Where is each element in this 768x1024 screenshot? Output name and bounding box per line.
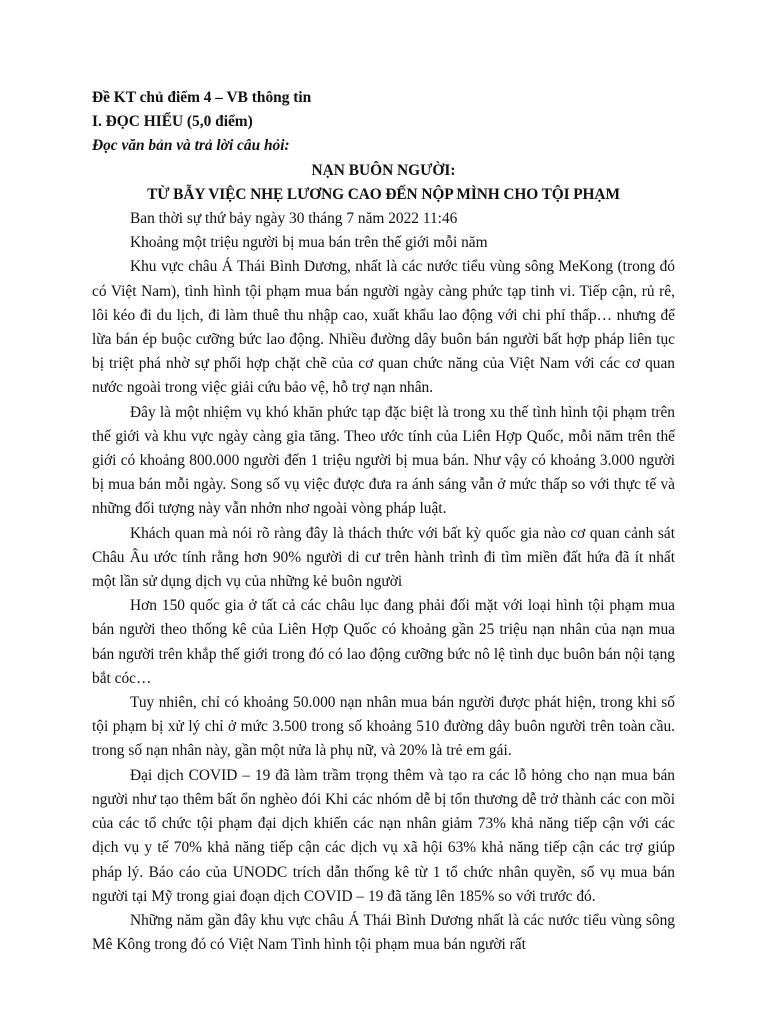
paragraph: Đây là một nhiệm vụ khó khăn phức tạp đặc biệt là trong xu thế tình hình tội phạm trên thế giới và khu vực ngày càng gia tăng. Theo ước tính của Liên Hợp Quốc, mỗi năm trên thế giới có khoảng 800.000 người đến 1 triệu người bị mua bán. Như vậy có khoảng 3.000 người bị mua bán mỗi ngày. Song số vụ việc được đưa ra ánh sáng vẫn ở mức thấp so với thực tế và những đối tượng này vẫn nhởn nhơ ngoài vòng pháp luật. [92,403,675,518]
article-byline: Ban thời sự thứ bảy ngày 30 tháng 7 năm 2022 11:46 [130,210,458,228]
document-page [92,86,675,957]
instruction: Đọc văn bản và trả lời câu hỏi: [92,137,290,155]
paragraph: Khu vực châu Á Thái Bình Dương, nhất là các nước tiểu vùng sông MeKong (trong đó có Việt Nam), tình hình tội phạm mua bán người ngày càng phức tạp tinh vi. Tiếp cận, rủ rê, lôi kéo đi du lịch, đi làm thuê thu nhập cao, xuất khẩu lao động với chi phí thấp… nhưng để lừa bán ép buộc cưỡng bức lao động. Nhiều đường dây buôn bán người bất hợp pháp liên tục bị triệt phá nhờ sự phối hợp chặt chẽ của cơ quan chức năng của Việt Nam với các cơ quan nước ngoài trong việc giải cứu bảo vệ, hỗ trợ nạn nhân. [92,258,675,397]
section-heading: I. ĐỌC HIỂU (5,0 điểm) [92,113,253,131]
exam-title: Đề KT chủ điểm 4 – VB thông tin [92,89,312,106]
paragraph: Tuy nhiên, chỉ có khoảng 50.000 nạn nhân mua bán người được phát hiện, trong khi số tội phạm bị xử lý chỉ ở mức 3.500 trong số khoảng 510 đường dây buôn người trên toàn cầu. trong số nạn nhân này, gần một nửa là phụ nữ, và 20% là trẻ em gái. [92,694,675,760]
paragraph: Khách quan mà nói rõ ràng đây là thách thức với bất kỳ quốc gia nào cơ quan cảnh sát Châu Âu ước tính rằng hơn 90% người di cư trên hành trình đi tìm miền đất hứa đã ít nhất một lần sử dụng dịch vụ của những kẻ buôn người [92,524,675,591]
article-subtitle: TỪ BẪY VIỆC NHẸ LƯƠNG CAO ĐẾN NỘP MÌNH CHO TỘI PHẠM [147,185,620,203]
article-title: NẠN BUÔN NGƯỜI: [311,161,456,179]
article-lead: Khoảng một triệu người bị mua bán trên thế giới mỗi năm [130,234,488,252]
paragraph: Những năm gần đây khu vực châu Á Thái Bình Dương nhất là các nước tiểu vùng sông Mê Kông trong đó có Việt Nam Tình hình tội phạm mua bán người rất [92,911,675,954]
paragraph: Hơn 150 quốc gia ở tất cả các châu lục đang phải đối mặt với loại hình tội phạm mua bán người theo thống kê của Liên Hợp Quốc có khoảng gần 25 triệu nạn nhân của nạn mua bán người trên khắp thế giới trong đó có lao động cưỡng bức nô lệ tình dục buôn bán nội tạng bắt cóc… [92,597,675,687]
paragraph: Đại dịch COVID – 19 đã làm trầm trọng thêm và tạo ra các lỗ hỏng cho nạn mua bán người như tạo thêm bất ổn nghèo đói Khi các nhóm dễ bị tổn thương dễ trở thành các con mồi của các tổ chức tội phạm đại dịch khiến các nạn nhân giảm 73% khả năng tiếp cận với các dịch vụ y tế 70% khả năng tiếp cận các dịch vụ xã hội 63% khả năng tiếp cận các trợ giúp pháp lý. Báo cáo của UNODC trích dẫn thống kê từ 1 tổ chức nhân quyền, số vụ mua bán người tại Mỹ trong giai đoạn dịch COVID – 19 đã tăng lên 185% so với trước đó. [92,766,675,905]
